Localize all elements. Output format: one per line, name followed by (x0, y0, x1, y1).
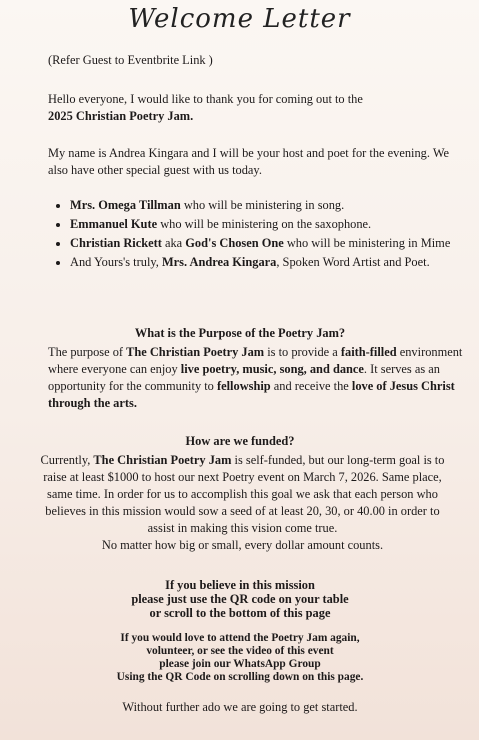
intro-paragraph: My name is Andrea Kingara and I will be your host and poet for the evening. We also have other special guest with us today. (48, 146, 450, 177)
whatsapp-callout (30, 632, 450, 684)
funding-text: is self-funded, but our long-term goal is to raise at least $1000 to host our next Poetry event on March 7, 2026. Same place, same time. In order for us to accomplish this goal we ask that each person who believes in this mission would sow a seed of at least 20, 30, or 40.00 in order to assist in making this vision come true. (43, 453, 445, 535)
purpose-bold: fellowship (216, 379, 271, 393)
greeting (48, 91, 453, 125)
callout-line: Using the QR Code on scrolling down on this page. (116, 671, 364, 683)
guest-alias: God's Chosen One (185, 236, 284, 250)
purpose-text: is to provide a (264, 345, 341, 359)
qr-donation-callout (30, 578, 450, 620)
callout-line: or scroll to the bottom of this page (149, 606, 331, 620)
event-name: 2025 Christian Poetry Jam. (48, 109, 194, 123)
guest-name: Mrs. Andrea Kingara (161, 255, 277, 269)
guest-item (70, 254, 475, 271)
guest-prefix: And Yours's truly, (70, 255, 162, 269)
funding-closing: No matter how big or small, every dollar amount counts. (101, 538, 384, 552)
purpose-text: environment where everyone can enjoy (48, 345, 463, 376)
guest-role: who will be ministering in Mime (283, 236, 451, 250)
guest-role: who will be ministering in song. (180, 198, 345, 212)
funding-text: Currently, (40, 453, 94, 467)
purpose-text: . It serves as an opportunity for the community to (48, 362, 440, 393)
guest-name: Mrs. Omega Tillman (70, 198, 181, 212)
callout-line: volunteer, or see the video of this event (146, 645, 334, 657)
purpose-bold: faith-filled (340, 345, 397, 359)
guest-role: who will be ministering on the saxophone. (157, 217, 372, 231)
purpose-text: and receive the (270, 379, 352, 393)
letter-title: Welcome Letter (128, 4, 351, 34)
funding-heading: How are we funded? (185, 434, 295, 448)
purpose-bold: The Christian Poetry Jam (126, 345, 265, 359)
guest-aka: aka (161, 236, 186, 250)
purpose-text: The purpose of (48, 345, 127, 359)
guest-item (70, 197, 475, 214)
refer-note: (Refer Guest to Eventbrite Link ) (48, 53, 213, 67)
guest-name: Christian Rickett (70, 236, 162, 250)
purpose-paragraph (48, 344, 463, 412)
greeting-line: Hello everyone, I would like to thank you for coming out to the (48, 92, 363, 106)
closing-line: Without further ado we are going to get started. (122, 700, 358, 714)
funding-bold: The Christian Poetry Jam (93, 453, 232, 467)
purpose-bold: live poetry, music, song, and dance (180, 362, 364, 376)
guest-list (52, 197, 475, 273)
guest-item (70, 235, 475, 252)
callout-line: please join our WhatsApp Group (159, 658, 321, 670)
guest-role: , Spoken Word Artist and Poet. (276, 255, 430, 269)
callout-line: If you believe in this mission (165, 578, 315, 592)
callout-line: please just use the QR code on your table (131, 592, 349, 606)
callout-line: If you would love to attend the Poetry Jam again, (120, 632, 360, 644)
guest-name: Emmanuel Kute (70, 217, 158, 231)
funding-paragraph (40, 452, 445, 554)
purpose-bold: love of Jesus Christ through the arts. (48, 379, 455, 410)
purpose-heading: What is the Purpose of the Poetry Jam? (134, 326, 346, 340)
guest-item (70, 216, 475, 233)
